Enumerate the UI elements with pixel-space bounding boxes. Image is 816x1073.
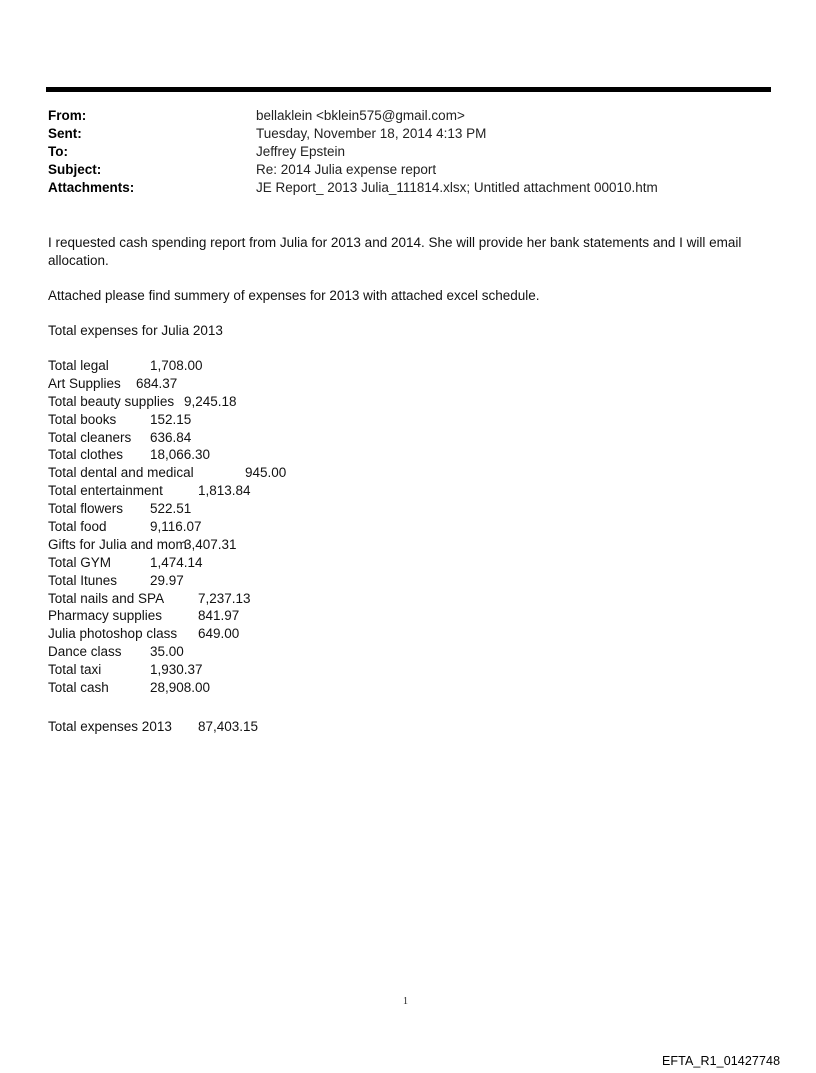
expense-value: 649.00 [198,626,240,642]
expense-value: 35.00 [150,644,184,660]
expense-label: Dance class [48,644,122,660]
expense-label: Art Supplies [48,375,121,391]
expense-row [48,429,768,447]
expense-row [48,643,768,661]
expense-row [48,500,768,518]
expense-value: 9,116.07 [150,519,202,535]
subject-value: Re: 2014 Julia expense report [256,162,437,177]
expense-row [48,375,768,393]
attachments-value: JE Report_ 2013 Julia_111814.xlsx; Untitled attachment 00010.htm [256,180,658,195]
expense-row [48,590,768,608]
sent-row [48,125,768,143]
expense-row [48,411,768,429]
body-paragraph-3: Total expenses for Julia 2013 [48,323,223,338]
expense-label: Total beauty supplies [48,393,175,409]
to-row [48,143,768,161]
expense-label: Total food [48,519,107,535]
expense-row [48,554,768,572]
expense-label: Total flowers [48,501,124,517]
expense-value: 1,813.84 [198,483,251,499]
expense-row [48,518,768,536]
expense-value: 1,930.37 [150,662,203,678]
expense-row [48,464,768,482]
from-label: From: [48,108,87,123]
expense-label: Total taxi [48,662,102,678]
header-rule [46,87,771,92]
expense-label: Total nails and SPA [48,590,165,606]
expense-label: Total cash [48,680,109,696]
expense-label: Total legal [48,358,109,373]
expense-value: 152.15 [150,411,192,427]
expense-label: Total Itunes [48,572,118,588]
sent-label: Sent: [48,126,82,141]
expense-row [48,661,768,679]
expense-value: 522.51 [150,501,192,517]
expense-value: 18,066.30 [150,447,211,463]
expense-value: 9,245.18 [184,393,237,409]
expense-row [48,625,768,643]
subject-label: Subject: [48,162,102,177]
subject-row [48,161,768,179]
expense-value: 1,708.00 [150,358,203,373]
expense-value: 3,407.31 [184,536,237,552]
attachments-label: Attachments: [48,180,135,195]
expense-row [48,679,768,697]
expense-row [48,607,768,625]
page-number: 1 [403,996,408,1007]
expense-value: 7,237.13 [198,590,251,606]
body-paragraph-2: Attached please find summery of expenses for 2013 with attached excel schedule. [48,288,540,303]
expense-label: Total GYM [48,554,112,570]
from-row [48,107,768,125]
total-expenses-value: 87,403.15 [198,719,259,734]
expense-row [48,572,768,590]
email-body [48,234,768,697]
total-expenses-row [48,718,259,736]
total-expenses-label: Total expenses 2013 [48,719,172,734]
expense-label: Gifts for Julia and mom [48,536,187,552]
expense-value: 945.00 [245,465,287,481]
expense-list [48,357,768,697]
body-paragraph-1: I requested cash spending report from Julia for 2013 and 2014. She will provide her bank statements and I will email allocation. [48,235,742,268]
document-id: EFTA_R1_01427748 [662,1054,781,1068]
expense-row [48,536,768,554]
email-headers [48,107,768,197]
expense-row [48,393,768,411]
expense-row [48,446,768,464]
attachments-row [48,179,768,197]
expense-value: 636.84 [150,429,192,445]
expense-label: Pharmacy supplies [48,608,163,624]
to-value: Jeffrey Epstein [256,144,346,159]
expense-value: 1,474.14 [150,554,203,570]
expense-label: Total entertainment [48,483,163,499]
expense-row [48,357,768,375]
from-value: bellaklein <bklein575@gmail.com> [256,108,465,123]
expense-value: 841.97 [198,608,240,624]
expense-label: Total cleaners [48,429,132,445]
expense-row [48,482,768,500]
expense-value: 684.37 [136,375,178,391]
to-label: To: [48,144,68,159]
sent-value: Tuesday, November 18, 2014 4:13 PM [256,126,487,141]
expense-value: 29.97 [150,572,184,588]
expense-label: Total books [48,411,117,427]
expense-label: Total dental and medical [48,465,194,481]
expense-value: 28,908.00 [150,680,211,696]
expense-label: Total clothes [48,447,124,463]
expense-label: Julia photoshop class [48,626,178,642]
